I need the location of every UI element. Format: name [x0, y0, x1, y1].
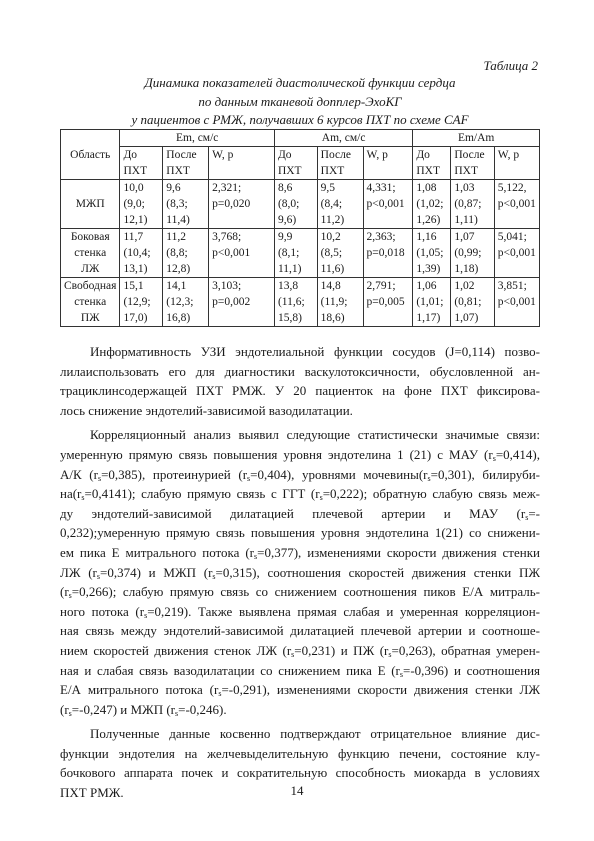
text-run: =-0,291), изменениями скорости движения стенки ЛЖ [221, 682, 540, 698]
text-run: лилаиспользовать его для диагностики васкулотоксичности, обусловленной ан- [60, 363, 540, 379]
subscript: s [175, 708, 179, 718]
sub-header-line: ПХТ [454, 165, 478, 177]
value-line: 1,03 [454, 182, 475, 194]
sub-header-line: До [123, 149, 138, 161]
value-line: 1,07) [454, 312, 479, 324]
text-line [60, 504, 540, 524]
value-cell [163, 278, 209, 327]
value-line: 5,122, [497, 182, 527, 194]
area-line: ЛЖ [81, 263, 100, 275]
value-line: 1,17) [416, 312, 441, 324]
text-run: =-0,247) и МЖП (r [71, 701, 175, 717]
value-cell [163, 229, 209, 278]
table-row [61, 278, 540, 327]
value-cell [163, 180, 209, 229]
table-label: Таблица 2 [483, 58, 538, 73]
value-line: (8,4; [320, 198, 343, 210]
value-line: 14,8 [320, 280, 341, 292]
value-line: (0,99; [454, 247, 482, 259]
text-line [60, 763, 540, 783]
text-run: бочкового аппарата почек и сократительную способность миокарда в условиях [60, 765, 540, 781]
sub-header-line: После [454, 149, 485, 161]
value-line: 1,39) [416, 263, 441, 275]
sub-header-line: W, p [366, 149, 388, 161]
value-cell [317, 180, 363, 229]
sub-header-line: ПХТ [320, 165, 345, 177]
value-line: 3,103; [212, 280, 242, 292]
table-subheader-row [61, 147, 540, 180]
sub-header-line: После [166, 149, 197, 161]
value-line: 1,08 [416, 182, 437, 194]
text-run: ду эндотелий-зависимой дилатацией плечевой артерии и МАУ (r [60, 505, 526, 521]
subscript: s [319, 493, 323, 503]
value-line: p=0,005 [366, 296, 405, 308]
subscript: s [81, 493, 85, 503]
value-line: 16,8) [166, 312, 191, 324]
sub-header-line: До [416, 149, 430, 161]
text-run: =0,377), изменениями скорости движения стенки [257, 544, 540, 560]
text-line [60, 523, 540, 543]
table-row [61, 229, 540, 278]
text-run: =0,301), билируби- [430, 466, 540, 482]
value-line: 3,851; [497, 280, 527, 292]
value-line: p<0,001 [212, 247, 251, 259]
text-line [60, 661, 540, 681]
text-run: =- [528, 505, 540, 521]
text-run: =0,315), соотношения скоростей движения стенки ПЖ [215, 564, 541, 580]
value-line: 9,9 [277, 231, 293, 243]
text-run: =0,266); слабую прямую связь со снижением соотношения пиков Е/А митраль- [71, 584, 540, 600]
text-run: нием скоростей движения стенок ЛЖ (r [60, 642, 292, 658]
value-line: 12,1) [123, 214, 148, 226]
value-cell [120, 278, 163, 327]
value-line: 1,02 [454, 280, 475, 292]
text-run: Информативность УЗИ эндотелиальной функции сосудов (J=0,114) позво- [90, 344, 540, 359]
text-line [60, 641, 540, 661]
text-run: функции эндотелия на желчевыделительную функцию печени, состояние клу- [60, 745, 540, 761]
subscript: s [247, 473, 251, 483]
sub-header [163, 147, 209, 180]
text-run: Е/А митрального потока (r [60, 682, 219, 698]
value-line: 15,8) [277, 312, 302, 324]
value-line: (0,81; [454, 296, 482, 308]
value-line: 13,1) [123, 263, 148, 275]
group-header: Em/Am [413, 130, 540, 147]
value-cell [494, 180, 539, 229]
text-line [60, 621, 540, 641]
value-line: (0,87; [454, 198, 482, 210]
text-run: =-0,246). [178, 701, 227, 717]
text-line [60, 465, 540, 485]
value-cell [274, 180, 317, 229]
text-run: Корреляционный анализ выявил следующие статистически значимые связи: [90, 427, 540, 443]
value-line: (1,02; [416, 198, 444, 210]
value-line: (11,9; [320, 296, 348, 308]
subscript: s [492, 453, 496, 463]
subscript: s [68, 591, 72, 601]
area-line: Боковая [70, 231, 110, 243]
subscript: s [399, 669, 403, 679]
value-line: (9,0; [123, 198, 145, 210]
text-run: 0,232);умеренную прямую связь повышения уровня эндотелина 1(21) со снижени- [60, 525, 540, 541]
value-line: p<0,001 [497, 296, 536, 308]
value-line: 1,18) [454, 263, 479, 275]
value-cell [120, 229, 163, 278]
text-line [60, 724, 540, 744]
subscript: s [212, 571, 216, 581]
text-run: ная связь между эндотелий-зависимой дилатацией плечевой артерии и соотноше- [60, 623, 540, 639]
text-line [60, 362, 540, 382]
value-line: (8,1; [277, 247, 300, 259]
value-line: p=0,020 [212, 198, 251, 210]
value-line: p<0,001 [497, 198, 536, 210]
text-run: =0,263), обратная умерен- [391, 642, 541, 658]
group-header: Em, см/с [120, 130, 274, 147]
value-line: 10,0 [123, 182, 144, 194]
text-run: ная и слабая связь вазодилатации со снижением пика Е (r [60, 662, 400, 678]
table-caption-line: по данным тканевой допплер-ЭхоКГ [198, 94, 402, 109]
text-run: =0,4141); слабую прямую связь с ГГТ (r [84, 486, 320, 502]
text-run: (r [60, 584, 69, 600]
sub-header [494, 147, 539, 180]
sub-header [451, 147, 494, 180]
area-line: ПЖ [80, 312, 100, 324]
text-line [60, 563, 540, 583]
area-line: Свободная [64, 280, 117, 292]
value-line: 14,1 [166, 280, 187, 292]
paragraph [60, 342, 540, 420]
text-run: ем пика Е митрального потока (r [60, 544, 254, 560]
value-line: 1,11) [454, 214, 478, 226]
value-line: (12,9; [123, 296, 151, 308]
value-line: 11,4) [166, 214, 190, 226]
value-line: (8,3; [166, 198, 188, 210]
text-line [60, 425, 540, 445]
sub-header-line: ПХТ [166, 165, 190, 177]
page-number: 14 [290, 783, 304, 798]
text-run: =0,222); обратную слабую связь меж- [322, 486, 541, 502]
value-line: (1,01; [416, 296, 444, 308]
sub-header [363, 147, 413, 180]
area-cell [61, 180, 120, 229]
area-line: стенка [74, 296, 107, 308]
value-cell [494, 278, 539, 327]
subscript: s [218, 689, 222, 699]
text-run: =0,414), [495, 446, 540, 462]
table-caption-line: у пациентов с РМЖ, получавших 6 курсов ПХТ по схеме CAF [131, 112, 469, 127]
body-text [60, 342, 540, 808]
value-line: (8,8; [166, 247, 188, 259]
value-line: 9,5 [320, 182, 336, 194]
text-run: трациклинсодержащей ПХТ РМЖ. У 20 пациенток на фоне ПХТ фиксирова- [60, 383, 540, 399]
value-cell [413, 180, 451, 229]
value-cell [209, 180, 275, 229]
sub-header-line: ПХТ [277, 165, 302, 177]
sub-header [413, 147, 451, 180]
area-line: МЖП [75, 198, 105, 210]
value-line: 11,2) [320, 214, 345, 226]
text-line [60, 543, 540, 563]
value-line: (11,6; [277, 296, 305, 308]
text-run: на(r [60, 486, 82, 502]
value-line: (8,5; [320, 247, 343, 259]
area-cell [61, 278, 120, 327]
value-cell [120, 180, 163, 229]
text-line [60, 381, 540, 401]
sub-header-line: ПХТ [123, 165, 148, 177]
value-cell [317, 229, 363, 278]
value-line: p<0,001 [366, 198, 405, 210]
text-run: =0,374) и МЖП (r [100, 564, 213, 580]
subscript: s [68, 708, 72, 718]
text-run: ПХТ РМЖ. [60, 785, 124, 801]
sub-header-line: После [320, 149, 351, 161]
value-cell [451, 180, 494, 229]
value-line: (10,4; [123, 247, 151, 259]
text-run: лось снижение эндотелий-зависимой вазодилатации. [60, 402, 353, 418]
value-cell [363, 180, 413, 229]
value-cell [363, 278, 413, 327]
value-line: 2,791; [366, 280, 396, 292]
value-line: 1,26) [416, 214, 441, 226]
value-line: (8,0; [277, 198, 300, 210]
text-line [60, 484, 540, 504]
sub-header-line: До [277, 149, 292, 161]
value-cell [494, 229, 539, 278]
value-line: 3,768; [212, 231, 242, 243]
value-line: 11,2 [166, 231, 186, 243]
text-run: умеренную прямую связь повышения уровня эндотелина 1 (21) с МАУ (r [60, 446, 493, 462]
sub-header-line: W, p [212, 149, 234, 161]
sub-header-line: W, p [497, 149, 520, 161]
text-run: А/К (r [60, 466, 98, 482]
diastolic-function-table [60, 129, 540, 327]
area-line: стенка [74, 247, 107, 259]
sub-header [120, 147, 163, 180]
text-line [60, 582, 540, 602]
subscript: s [525, 512, 529, 522]
value-cell [274, 278, 317, 327]
value-line: 15,1 [123, 280, 144, 292]
value-line: 2,363; [366, 231, 396, 243]
subscript: s [97, 473, 102, 483]
value-line: 11,7 [123, 231, 144, 243]
subscript: s [96, 571, 101, 581]
text-line [60, 445, 540, 465]
text-run: Полученные данные косвенно подтверждают отрицательное влияние дис- [90, 726, 540, 742]
group-header: Am, см/с [274, 130, 412, 147]
value-cell [413, 229, 451, 278]
sub-header [317, 147, 363, 180]
text-run: =0,404), уровнями мочевины(r [250, 466, 428, 482]
value-line: 10,2 [320, 231, 341, 243]
text-line [60, 680, 540, 700]
value-line: 2,321; [212, 182, 242, 194]
value-cell [363, 229, 413, 278]
value-line: 4,331; [366, 182, 396, 194]
text-run: =0,385), протеинурией (r [101, 466, 248, 482]
value-cell [413, 278, 451, 327]
text-run: ЛЖ (r [60, 564, 97, 580]
table-row [61, 180, 540, 229]
text-line [60, 602, 540, 622]
value-cell [317, 278, 363, 327]
value-line: p=0,018 [366, 247, 405, 259]
text-line [60, 700, 540, 720]
value-line: 1,07 [454, 231, 475, 243]
area-header: Область [61, 130, 120, 180]
sub-header [209, 147, 275, 180]
value-line: 11,6) [320, 263, 345, 275]
text-line [60, 342, 540, 362]
paragraph [60, 425, 540, 719]
sub-header-line: ПХТ [416, 165, 440, 177]
text-line [60, 744, 540, 764]
subscript: s [388, 649, 392, 659]
value-cell [209, 229, 275, 278]
subscript: s [427, 473, 431, 483]
table-header-row [61, 130, 540, 147]
value-line: (1,05; [416, 247, 444, 259]
table-caption-line: Динамика показателей диастолической функции сердца [144, 75, 456, 90]
text-run: =0,219). Также выявлена прямая слабая и умеренная корреляцион- [147, 603, 540, 619]
value-line: 13,8 [277, 280, 299, 292]
value-line: 17,0) [123, 312, 148, 324]
value-line: 12,8) [166, 263, 191, 275]
text-run: =-0,396) и соотношения [403, 662, 541, 678]
value-line: (12,3; [166, 296, 194, 308]
value-line: 1,16 [416, 231, 437, 243]
text-line [60, 401, 540, 421]
value-cell [451, 229, 494, 278]
value-cell [209, 278, 275, 327]
text-run: (r [60, 701, 69, 717]
text-run: =0,231) и ПЖ (r [294, 642, 389, 658]
text-run: ного потока (r [60, 603, 145, 619]
value-line: 5,041; [497, 231, 527, 243]
subscript: s [291, 649, 295, 659]
sub-header [274, 147, 317, 180]
value-cell [274, 229, 317, 278]
value-line: 8,6 [277, 182, 293, 194]
area-cell [61, 229, 120, 278]
subscript: s [144, 610, 148, 620]
value-cell [451, 278, 494, 327]
value-line: p<0,001 [497, 247, 536, 259]
value-line: p=0,002 [212, 296, 251, 308]
value-line: 11,1) [277, 263, 302, 275]
value-line: 18,6) [320, 312, 345, 324]
value-line: 9,6 [166, 182, 181, 194]
value-line: 9,6) [277, 214, 297, 226]
value-line: 1,06 [416, 280, 437, 292]
subscript: s [254, 551, 258, 561]
